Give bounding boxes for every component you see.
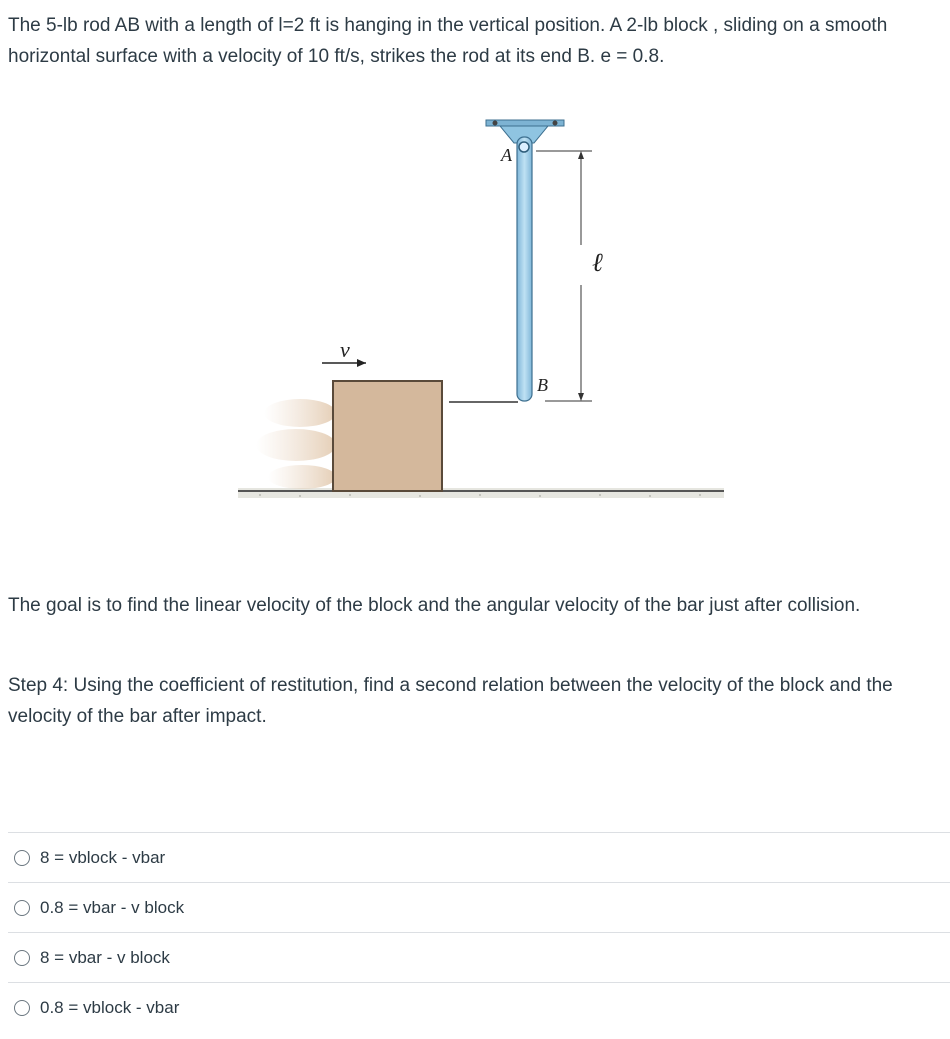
label-b: B [537, 375, 548, 395]
radio-button-1[interactable] [14, 850, 30, 866]
answer-option-1[interactable] [8, 832, 950, 882]
velocity-label: v [340, 337, 350, 362]
rod [517, 137, 532, 401]
motion-blur [256, 399, 336, 489]
rod-block-figure [0, 95, 950, 515]
answer-option-2-label: 0.8 = vbar - v block [40, 897, 185, 917]
block [333, 381, 442, 491]
answer-option-3-label: 8 = vbar - v block [40, 947, 170, 967]
radio-button-2[interactable] [14, 900, 30, 916]
answer-option-1-label: 8 = vblock - vbar [40, 847, 166, 867]
answer-option-2[interactable] [8, 882, 950, 932]
length-dimension [536, 151, 592, 401]
length-label: ℓ [592, 248, 603, 277]
question-goal: The goal is to find the linear velocity of the block and the angular velocity of the bar just after collision. [8, 595, 861, 616]
figure-svg [0, 95, 950, 515]
answer-options [8, 832, 950, 1032]
question-step: Step 4: Using the coefficient of restitution, find a second relation between the velocity of the block and the velocity of the bar after impact. [8, 675, 893, 727]
radio-button-4[interactable] [14, 1000, 30, 1016]
answer-option-4-label: 0.8 = vblock - vbar [40, 997, 180, 1017]
radio-button-3[interactable] [14, 950, 30, 966]
answer-option-4[interactable] [8, 982, 950, 1032]
ground [238, 488, 724, 498]
answer-option-3[interactable] [8, 932, 950, 982]
pin-a [519, 142, 529, 152]
label-a: A [501, 145, 512, 165]
question-intro: The 5-lb rod AB with a length of l=2 ft is hanging in the vertical position. A 2-lb block , sliding on a smooth horizontal surface with a velocity of 10 ft/s, strikes the rod at its end B. e = 0.8. [8, 15, 888, 67]
